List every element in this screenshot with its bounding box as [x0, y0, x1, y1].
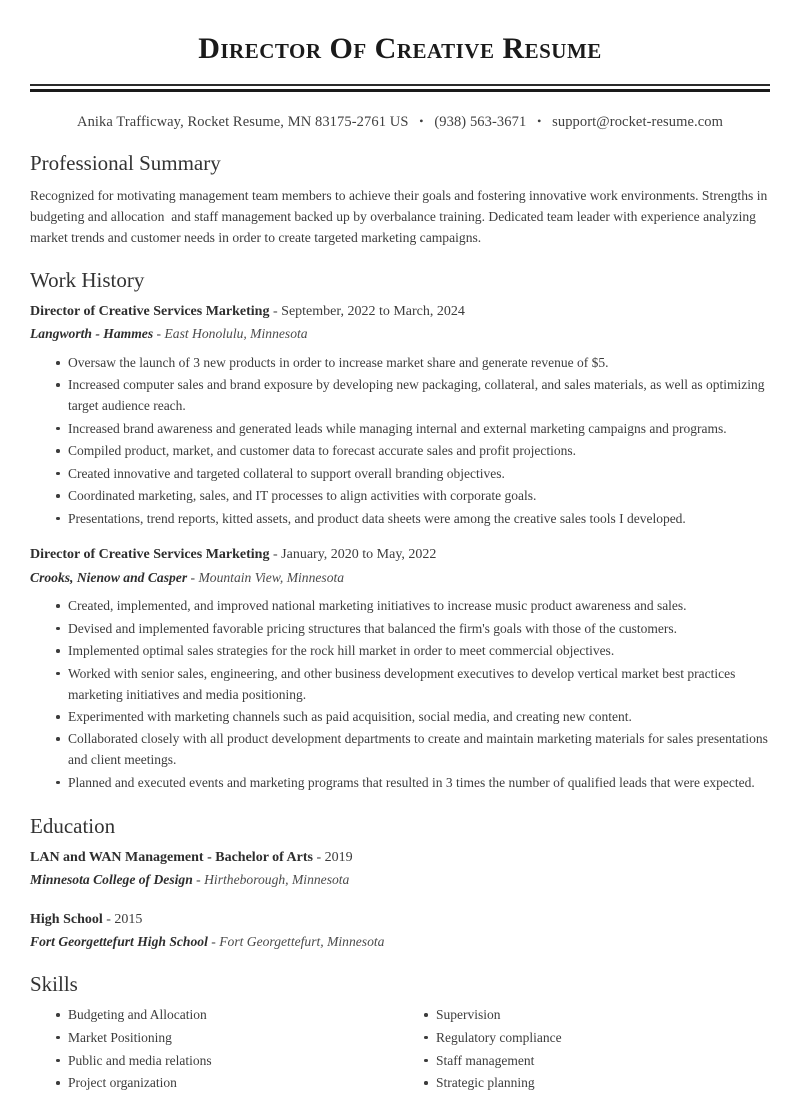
job-location: East Honolulu, Minnesota [164, 326, 308, 342]
skill-item: Budgeting and Allocation [56, 1006, 400, 1024]
education-degree-separator: - [316, 849, 322, 865]
contact-info [30, 114, 770, 131]
education-school-line [30, 932, 770, 952]
summary-text: Recognized for motivating management team members to achieve their goals and fostering innovative work environments. Strengths in budgeting and allocation and staff management backed up by overbalance training. Dedicated team leader with experience analyzing market trends and customer needs in order to create targeted marketing campaigns. [30, 187, 771, 245]
job-company-separator: - [156, 326, 162, 342]
section-work-history [30, 268, 770, 794]
job-company: Langworth - Hammes [30, 326, 154, 342]
contact-phone: (938) 563-3671 [434, 113, 527, 130]
education-location: Hirtheborough, Minnesota [204, 872, 350, 888]
job-dates: September, 2022 to March, 2024 [281, 304, 465, 320]
education-school-line [30, 870, 770, 890]
skills-column-right [400, 1006, 770, 1097]
page-title: Director Of Creative Resume [198, 32, 602, 65]
education-degree-line [30, 848, 770, 868]
job-bullet: Created innovative and targeted collateral to support overall branding objectives. [56, 464, 770, 485]
education-heading: Education [30, 813, 116, 838]
education-degree: LAN and WAN Management - Bachelor of Arts [30, 849, 313, 865]
education-entry [30, 910, 770, 952]
job-bullet: Compiled product, market, and customer data to forecast accurate sales and profit projections. [56, 441, 770, 462]
job-bullet: Increased brand awareness and generated leads while managing internal and external marketing campaigns and programs. [56, 419, 770, 440]
job-entry [30, 545, 770, 793]
job-location: Mountain View, Minnesota [198, 569, 345, 585]
education-degree-line [30, 910, 770, 930]
job-bullet: Coordinated marketing, sales, and IT processes to align activities with corporate goals. [56, 486, 770, 507]
job-bullet: Worked with senior sales, engineering, and other business development executives to develop vertical market best practices marketing initiatives and media positioning. [56, 664, 770, 706]
job-bullet: Experimented with marketing channels such as paid acquisition, social media, and creating new content. [56, 707, 770, 728]
job-bullet: Planned and executed events and marketing programs that resulted in 3 times the number of qualified leads that were expected. [56, 773, 770, 794]
job-bullet: Created, implemented, and improved national marketing initiatives to increase music product awareness and sales. [56, 596, 770, 617]
section-education [30, 814, 770, 952]
job-bullet: Devised and implemented favorable pricing structures that balanced the firm's goals with those of the customers. [56, 619, 770, 640]
job-title: Director of Creative Services Marketing [30, 547, 270, 563]
work-history-heading: Work History [30, 267, 145, 292]
job-entry [30, 302, 770, 529]
education-school-separator: - [211, 934, 216, 950]
contact-separator-1: • [419, 113, 424, 128]
education-location: Fort Georgettefurt, Minnesota [219, 934, 385, 950]
job-bullet: Oversaw the launch of 3 new products in order to increase market share and generate revenue of $5. [56, 353, 770, 374]
job-title: Director of Creative Services Marketing [30, 304, 270, 320]
skill-item: Regulatory compliance [424, 1029, 770, 1047]
education-entry [30, 848, 770, 890]
skills-column-left [30, 1006, 400, 1097]
education-school: Minnesota College of Design [30, 872, 193, 888]
contact-address: Anika Trafficway, Rocket Resume, MN 83175-2761 US [77, 113, 409, 130]
job-title-line [30, 545, 770, 565]
education-degree-separator: - [106, 911, 111, 927]
education-school-separator: - [196, 872, 201, 888]
education-school: Fort Georgettefurt High School [30, 934, 208, 950]
skill-item: Strategic planning [424, 1074, 770, 1092]
job-title-line [30, 302, 770, 322]
skill-item: Public and media relations [56, 1052, 400, 1070]
skill-item: Supervision [424, 1006, 770, 1024]
job-bullet: Collaborated closely with all product development departments to create and maintain marketing materials for sales presentations and client meetings. [56, 729, 770, 771]
skills-heading: Skills [30, 971, 78, 996]
education-year: 2019 [324, 849, 353, 865]
job-bullet-list [30, 596, 770, 793]
job-bullet: Implemented optimal sales strategies for the rock hill market in order to meet commercial objectives. [56, 641, 770, 662]
contact-separator-2: • [537, 113, 542, 128]
skills-list-right [400, 1006, 770, 1092]
job-bullet-list [30, 353, 770, 529]
job-title-separator: - [272, 547, 278, 563]
section-professional-summary [30, 151, 770, 248]
skill-item: Project organization [56, 1074, 400, 1092]
job-company-separator: - [190, 569, 196, 585]
contact-email: support@rocket-resume.com [552, 113, 723, 130]
skills-list-left [30, 1006, 400, 1092]
job-bullet: Presentations, trend reports, kitted assets, and product data sheets were among the creative sales tools I developed. [56, 509, 770, 530]
divider-line-bottom [30, 89, 770, 92]
job-company: Crooks, Nienow and Casper [30, 569, 188, 585]
job-company-line [30, 568, 770, 588]
education-year: 2015 [114, 911, 143, 927]
skill-item: Staff management [424, 1052, 770, 1070]
job-title-separator: - [272, 304, 278, 320]
summary-heading: Professional Summary [30, 150, 221, 175]
job-dates: January, 2020 to May, 2022 [281, 547, 437, 563]
section-skills [30, 972, 770, 1097]
job-company-line [30, 324, 770, 344]
skills-columns [30, 1006, 770, 1097]
education-degree: High School [30, 911, 103, 927]
skill-item: Market Positioning [56, 1029, 400, 1047]
job-bullet: Increased computer sales and brand exposure by developing new packaging, collateral, and sales materials, as well as optimizing target audience reach. [56, 375, 770, 417]
header-divider [30, 84, 770, 92]
